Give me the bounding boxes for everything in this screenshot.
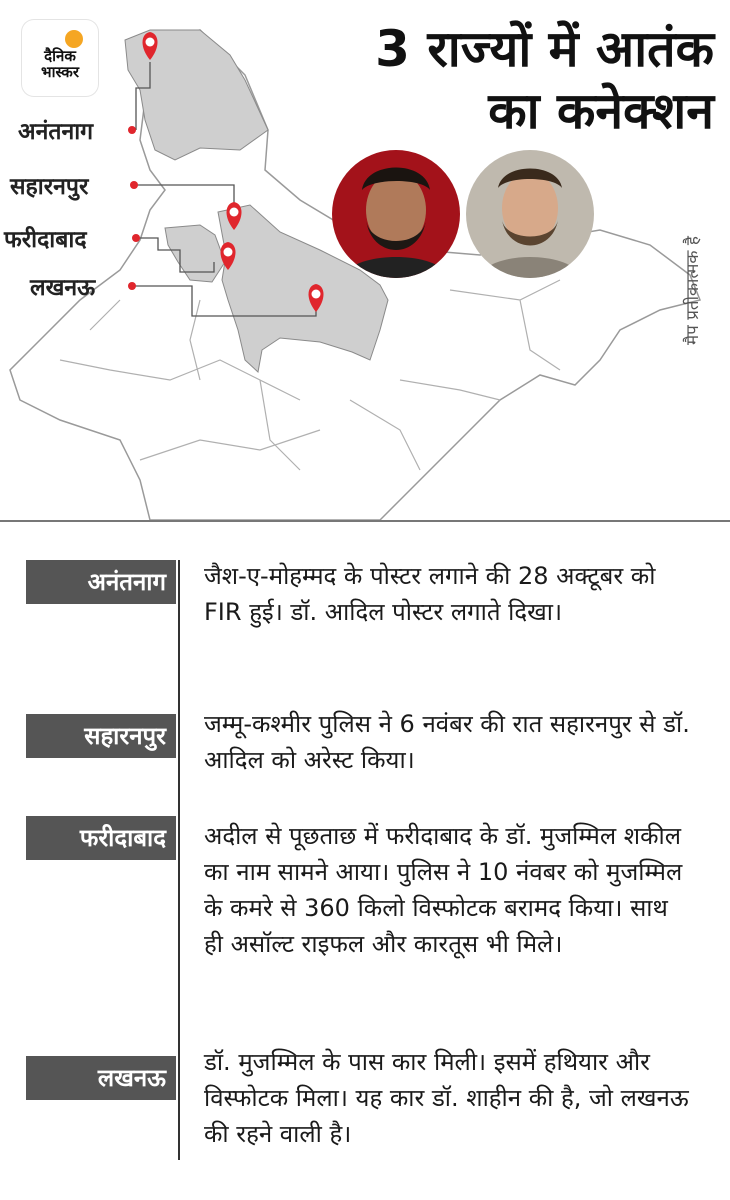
tag-saharanpur: सहारनपुर: [26, 714, 176, 758]
entry-text-saharanpur: जम्मू-कश्मीर पुलिस ने 6 नवंबर की रात सहारनपुर से डॉ. आदिल को अरेस्ट किया।: [204, 710, 690, 774]
map-disclaimer: मैप प्रतीकात्मक है: [683, 236, 703, 345]
headline-line-2: का कनेक्शन: [488, 82, 714, 140]
sun-icon: [65, 30, 83, 48]
logo-text: दैनिक भास्कर: [41, 47, 79, 81]
suspect-photo-1: [332, 150, 460, 278]
label-dot: [130, 181, 138, 189]
label-dot: [128, 126, 136, 134]
entry-text-lucknow: डॉ. मुजम्मिल के पास कार मिली। इसमें हथियार और विस्फोटक मिला। यह कार डॉ. शाहीन की है, जो लखनऊ की रहने वाली है।: [204, 1048, 689, 1148]
entry-text-anantnag: जैश-ए-मोहम्मद के पोस्टर लगाने की 28 अक्टूबर को FIR हुई। डॉ. आदिल पोस्टर लगाते दिखा।: [204, 562, 656, 626]
label-dot: [132, 234, 140, 242]
section-divider: [0, 520, 730, 522]
map-label-faridabad: फरीदाबाद: [4, 227, 87, 253]
suspect-photo-2: [466, 150, 594, 278]
timeline-line: [178, 560, 180, 1160]
map-label-saharanpur: सहारनपुर: [10, 174, 89, 200]
map-label-anantnag: अनंतनाग: [18, 119, 94, 145]
map-label-lucknow: लखनऊ: [30, 275, 96, 301]
entry-text-faridabad: अदील से पूछताछ में फरीदाबाद के डॉ. मुजम्मिल शकील का नाम सामने आया। पुलिस ने 10 नंवबर को मुजम्मिल के कमरे से 360 किलो विस्फोटक बरामद किया। साथ ही असॉल्ट राइफल और कारतूस भी मिले।: [204, 822, 683, 958]
headline: [334, 18, 714, 142]
tag-lucknow: लखनऊ: [26, 1056, 176, 1100]
map-section: [0, 0, 730, 520]
label-dot: [128, 282, 136, 290]
tag-anantnag: अनंतनाग: [26, 560, 176, 604]
tag-faridabad: फरीदाबाद: [26, 816, 176, 860]
logo: [22, 20, 98, 96]
headline-line-1: 3 राज्यों में आतंक: [375, 20, 714, 78]
